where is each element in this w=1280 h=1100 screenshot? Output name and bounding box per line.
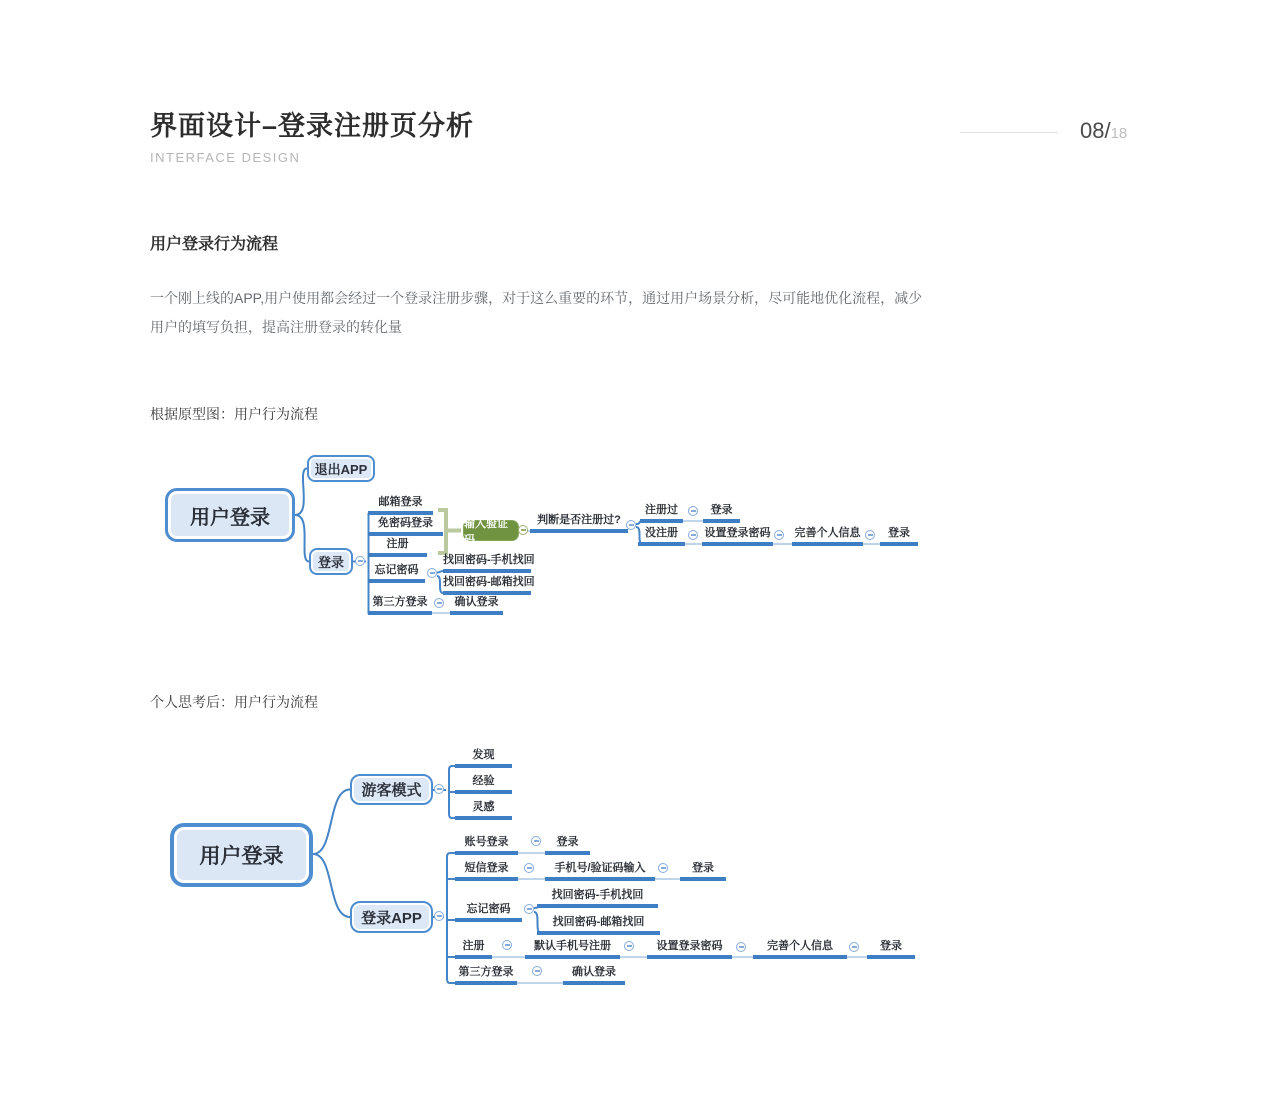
page-title: 界面设计–登录注册页分析 bbox=[150, 111, 475, 141]
page-subtitle: INTERFACE DESIGN bbox=[150, 150, 301, 165]
page-number-total: 18 bbox=[1110, 125, 1128, 142]
map2-node-complete-profile: 完善个人信息 bbox=[753, 939, 847, 959]
collapse-icon bbox=[427, 568, 437, 578]
map2-node-forgot-password: 忘记密码 bbox=[455, 902, 522, 922]
map1-node-root: 用户登录 bbox=[165, 488, 295, 542]
map1-node-login: 登录 bbox=[309, 548, 353, 575]
map1-node-registered-login: 登录 bbox=[703, 503, 740, 523]
collapse-icon bbox=[865, 530, 875, 540]
map2-node-third-party-login: 第三方登录 bbox=[455, 965, 517, 985]
map2-node-register-done: 登录 bbox=[867, 939, 915, 959]
map2-node-confirm-login: 确认登录 bbox=[563, 965, 625, 985]
collapse-icon bbox=[626, 520, 636, 530]
map1-node-complete-profile: 完善个人信息 bbox=[792, 526, 863, 546]
collapse-icon bbox=[531, 836, 541, 846]
collapse-icon bbox=[774, 530, 784, 540]
collapse-icon bbox=[518, 525, 528, 535]
page-indicator bbox=[1080, 118, 1127, 144]
collapse-icon bbox=[532, 966, 542, 976]
map2-node-login-app: 登录APP bbox=[350, 901, 433, 933]
map2-node-account-login-done: 登录 bbox=[545, 835, 590, 855]
map2-node-experience: 经验 bbox=[455, 774, 512, 794]
collapse-icon bbox=[434, 911, 444, 921]
map1-node-email-login: 邮箱登录 bbox=[368, 495, 433, 515]
collapse-icon bbox=[524, 863, 534, 873]
map2-node-set-login-password: 设置登录密码 bbox=[647, 939, 732, 959]
collapse-icon bbox=[658, 863, 668, 873]
map1-node-judge-registered: 判断是否注册过? bbox=[530, 513, 628, 533]
map2-node-guest-mode: 游客模式 bbox=[350, 774, 433, 805]
collapse-icon bbox=[502, 940, 512, 950]
map2-node-phone-code-input: 手机号/验证码输入 bbox=[545, 861, 655, 881]
map2-node-discover: 发现 bbox=[455, 748, 512, 768]
collapse-icon bbox=[355, 556, 365, 566]
map1-node-final-login: 登录 bbox=[880, 526, 918, 546]
map1-node-confirm-login: 确认登录 bbox=[450, 595, 503, 615]
collapse-icon bbox=[624, 941, 634, 951]
map2-node-inspiration: 灵感 bbox=[455, 800, 512, 820]
map1-caption: 根据原型图：用户行为流程 bbox=[150, 406, 318, 422]
section-heading: 用户登录行为流程 bbox=[150, 236, 279, 253]
collapse-icon bbox=[434, 784, 444, 794]
map2-node-account-login: 账号登录 bbox=[455, 835, 518, 855]
map2-node-default-phone-register: 默认手机号注册 bbox=[525, 939, 620, 959]
map1-node-registered: 注册过 bbox=[640, 503, 683, 523]
map1-node-retrieve-by-email: 找回密码-邮箱找回 bbox=[443, 575, 531, 595]
map1-node-register: 注册 bbox=[368, 537, 427, 557]
map2-caption: 个人思考后：用户行为流程 bbox=[150, 694, 318, 710]
map1-node-enter-verification-code: 输入验证码 bbox=[463, 520, 519, 541]
map1-node-set-login-password: 设置登录密码 bbox=[702, 526, 773, 546]
map2-node-sms-login: 短信登录 bbox=[455, 861, 518, 881]
section-paragraph: 一个刚上线的APP,用户使用都会经过一个登录注册步骤，对于这么重要的环节，通过用户场景分析，尽可能地优化流程，减少用户的填写负担，提高注册登录的转化量 bbox=[150, 290, 923, 335]
page-indicator-line bbox=[960, 132, 1058, 133]
map2-node-retrieve-by-email: 找回密码-邮箱找回 bbox=[537, 915, 660, 935]
mindmap-personal bbox=[150, 730, 950, 1000]
mindmap-prototype bbox=[150, 440, 950, 640]
map1-node-retrieve-by-phone: 找回密码-手机找回 bbox=[443, 553, 531, 573]
map1-node-quit-app: 退出APP bbox=[307, 455, 375, 482]
collapse-icon bbox=[524, 904, 534, 914]
collapse-icon bbox=[688, 506, 698, 516]
collapse-icon bbox=[736, 942, 746, 952]
map1-node-not-registered: 没注册 bbox=[638, 526, 685, 546]
map2-node-retrieve-by-phone: 找回密码-手机找回 bbox=[537, 888, 658, 908]
map2-node-sms-login-done: 登录 bbox=[680, 861, 726, 881]
map2-node-register: 注册 bbox=[455, 939, 492, 959]
map1-node-password-free-login: 免密码登录 bbox=[368, 516, 443, 536]
collapse-icon bbox=[434, 598, 444, 608]
collapse-icon bbox=[688, 530, 698, 540]
collapse-icon bbox=[849, 942, 859, 952]
page-number-current: 08/ bbox=[1080, 118, 1111, 143]
map1-node-third-party-login: 第三方登录 bbox=[368, 595, 432, 615]
map2-node-root: 用户登录 bbox=[170, 823, 313, 887]
map1-node-forgot-password: 忘记密码 bbox=[368, 563, 425, 583]
